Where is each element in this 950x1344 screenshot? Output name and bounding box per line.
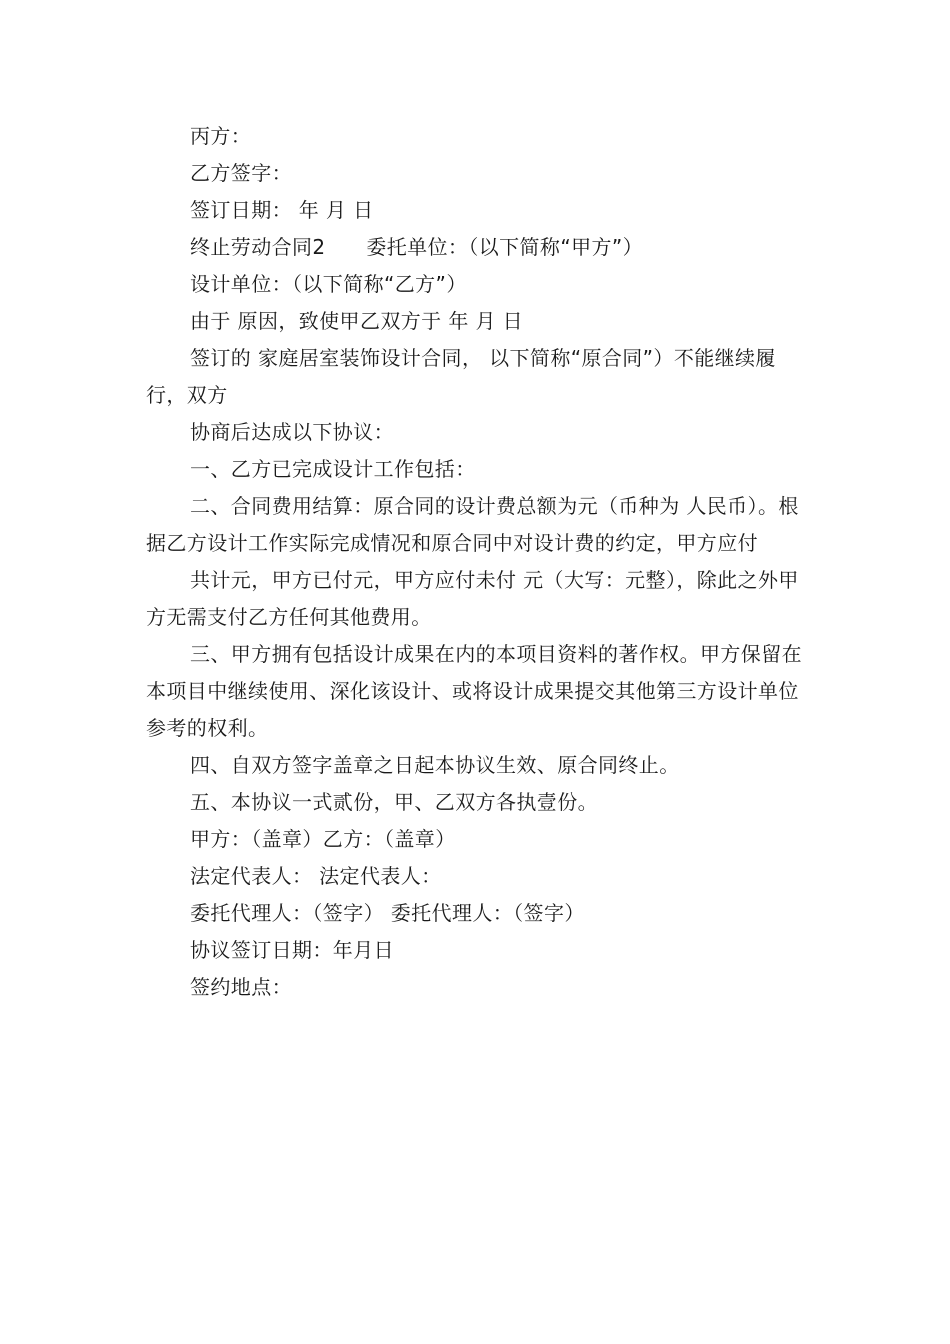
agreement-date-line: 协议签订日期：年月日 xyxy=(190,938,394,962)
party-c-line: 丙方： xyxy=(190,124,252,148)
party-b-signature-line: 乙方签字： xyxy=(190,161,292,185)
authorized-agents-line: 委托代理人：（签字） 委托代理人：（签字） xyxy=(190,901,585,925)
clause-3: 三、甲方拥有包括设计成果在内的本项目资料的著作权。甲方保留在本项目中继续使用、深化该设计、或将设计成果提交其他第三方设计单位参考的权利。 xyxy=(146,642,802,740)
agreement-intro: 协商后达成以下协议： xyxy=(190,420,394,444)
original-contract-paragraph: 签订的 家庭居室装饰设计合同， 以下简称“原合同”）不能继续履行，双方 xyxy=(146,346,776,407)
clause-1: 一、乙方已完成设计工作包括： xyxy=(190,457,476,481)
reason-line: 由于 原因，致使甲乙双方于 年 月 日 xyxy=(190,309,524,333)
document-body xyxy=(146,118,810,1006)
clause-5: 五、本协议一式贰份，甲、乙双方各执壹份。 xyxy=(190,790,598,814)
contract-title-commissioning-unit: 终止劳动合同2 委托单位：（以下简称“甲方”） xyxy=(190,235,644,259)
party-seals-line: 甲方：（盖章）乙方：（盖章） xyxy=(190,827,456,851)
clause-2: 二、合同费用结算：原合同的设计费总额为元（币种为 人民币）。根据乙方设计工作实际完成情况和原合同中对设计费的约定，甲方应付 xyxy=(146,494,799,555)
legal-representatives-line: 法定代表人： 法定代表人： xyxy=(190,864,442,888)
design-unit-line: 设计单位：（以下简称“乙方”） xyxy=(190,272,467,296)
signing-location-line: 签约地点： xyxy=(190,975,292,999)
clause-2-payment: 共计元，甲方已付元，甲方应付未付 元（大写：元整），除此之外甲方无需支付乙方任何其他费用。 xyxy=(146,568,799,629)
signing-date-line: 签订日期： 年 月 日 xyxy=(190,198,374,222)
clause-4: 四、自双方签字盖章之日起本协议生效、原合同终止。 xyxy=(190,753,680,777)
